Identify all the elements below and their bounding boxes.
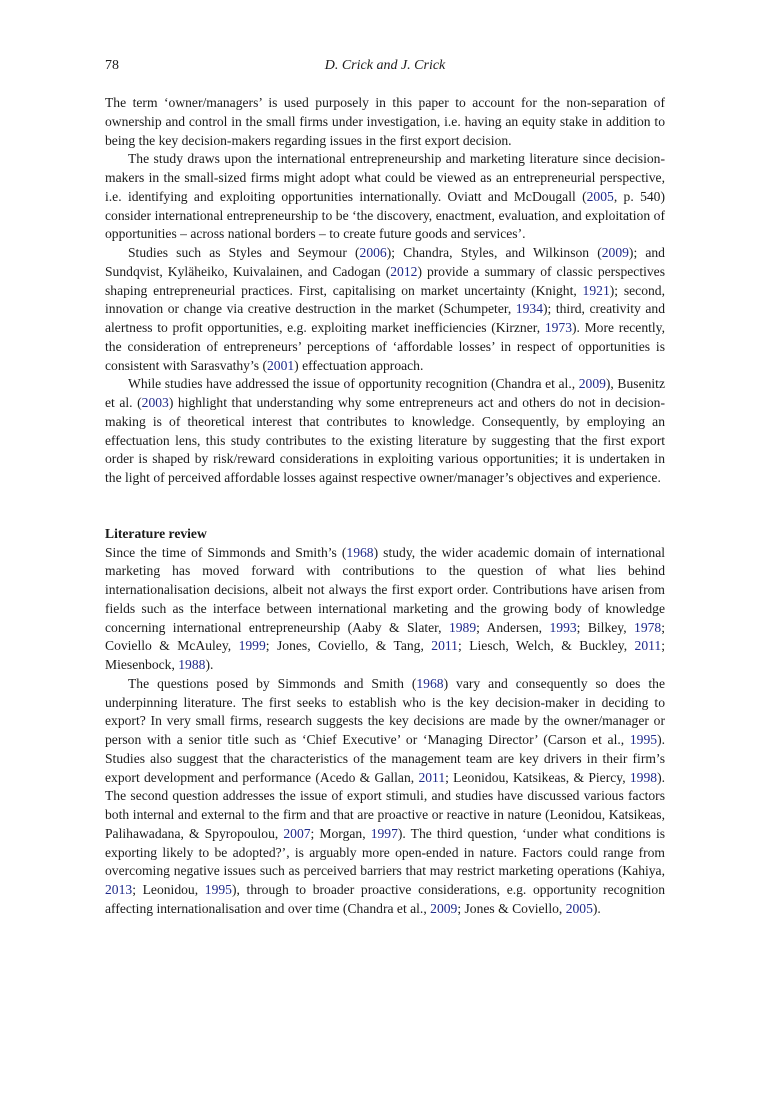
citation-link[interactable]: 2005 bbox=[586, 188, 614, 204]
citation-link[interactable]: 2009 bbox=[601, 245, 629, 260]
citation-link[interactable]: 1921 bbox=[582, 282, 610, 298]
section-heading-literature-review: Literature review bbox=[105, 525, 207, 541]
citation-link[interactable]: 1998 bbox=[629, 769, 658, 785]
citation-link[interactable]: 1934 bbox=[515, 301, 543, 317]
citation-link[interactable]: 2011 bbox=[634, 638, 662, 654]
citation-link[interactable]: 2003 bbox=[141, 395, 169, 410]
citation-link[interactable]: 1995 bbox=[204, 882, 232, 897]
running-head bbox=[105, 58, 665, 78]
literature-paragraph-2: The questions posed by Simmonds and Smith (1968) vary and consequently so does the underpinning literature. The first seeks to establish who is the key decision-maker in deciding to export? In very small firms, research suggests the key decisions are made by the owner/manager or person with a senior title such as ‘Chief Executive’ or ‘Managing Director’ (Carson et al., 1995). Studies also suggest that the characteristics of the management team are key drivers in their firm’s export development and performance (Acedo & Gallan, 2011; Leonidou, Katsikeas, & Piercy, 1998). The second question addresses the issue of export stimuli, and studies have discussed various factors both internal and external to the firm and that are proactive or reactive in nature (Leonidou, Katsikeas, Palihawadana, & Spyropoulou, 2007; Morgan, 1997). The third question, ‘under what conditions is exporting likely to be adopted?’, is arguably more open-ended in nature. Factors could range from overcoming negative issues such as perceived barriers that may restrict marketing operations (Kahiya, 2013; Leonidou, 1995), through to broader proactive considerations, e.g. opportunity recognition affecting internationalisation and over time (Chandra et al., 2009; Jones & Coviello, 2005). bbox=[105, 675, 666, 916]
citation-link[interactable]: 2005 bbox=[565, 900, 593, 916]
citation-link[interactable]: 1989 bbox=[448, 619, 477, 635]
citation-link[interactable]: 2009 bbox=[578, 376, 606, 392]
citation-link[interactable]: 1973 bbox=[544, 320, 572, 335]
citation-link[interactable]: 1968 bbox=[346, 544, 374, 560]
citation-link[interactable]: 1993 bbox=[549, 619, 577, 635]
intro-paragraph-4: While studies have addressed the issue of opportunity recognition (Chandra et al., 2009), Busenitz et al. (2003) highlight that understanding why some entrepreneurs act and others do not in decision-making is of theoretical interest that contributes to knowledge. Consequently, by employing an effectuation lens, this study contributes to the existing literature by suggesting that the first export order is shaped by risk/reward considerations in exploiting various opportunities; it is undertaken in the light of perceived affordable losses against respective owner/manager’s objectives and experience. bbox=[105, 376, 666, 485]
citation-link[interactable]: 2009 bbox=[430, 900, 458, 916]
citation-link[interactable]: 1968 bbox=[416, 675, 444, 691]
citation-link[interactable]: 2011 bbox=[431, 638, 458, 654]
citation-link[interactable]: 1997 bbox=[370, 825, 398, 841]
running-title: D. Crick and J. Crick bbox=[324, 58, 446, 73]
article-body bbox=[105, 94, 665, 919]
citation-link[interactable]: 1999 bbox=[238, 638, 266, 654]
intro-paragraph-3: Studies such as Styles and Seymour (2006); Chandra, Styles, and Wilkinson (2009); and Sundqvist, Kyläheiko, Kuivalainen, and Cadogan (2012) provide a summary of classic perspectives shaping entrepreneurial practices. First, capitalising on market uncertainty (Knight, 1921); second, innovation or change via creative destruction in the market (Schumpeter, 1934); third, creativity and alertness to profit opportunities, e.g. exploiting market inefficiencies (Kirzner, 1973). More recently, the consideration of entrepreneurs’ perceptions of ‘affordable losses’ in respect of opportunities is consistent with Sarasvathy’s (2001) effectuation approach. bbox=[105, 245, 665, 373]
citation-link[interactable]: 2006 bbox=[359, 245, 387, 260]
citation-link[interactable]: 2013 bbox=[105, 882, 133, 897]
citation-link[interactable]: 1978 bbox=[634, 619, 662, 635]
citation-link[interactable]: 2001 bbox=[266, 357, 295, 373]
section-spacer bbox=[105, 488, 665, 525]
citation-link[interactable]: 1995 bbox=[629, 732, 658, 747]
intro-paragraph-1: The term ‘owner/managers’ is used purposely in this paper to account for the non-separation of ownership and control in the small firms under investigation, i.e. having an equity stake in addition to being the key decision-makers regarding issues in the first export decision. bbox=[105, 95, 665, 148]
intro-paragraph-2: The study draws upon the international entrepreneurship and marketing literature since decision-makers in the small-sized firms might adopt what could be viewed as an entrepreneurial perspective, i.e. identifying and exploiting opportunities internationally. Oviatt and McDougall (2005, p. 540) consider international entrepreneurship to be ‘the discovery, enactment, evaluation, and exploitation of opportunities – across national borders – to create future goods and services’. bbox=[105, 151, 665, 242]
citation-link[interactable]: 1988 bbox=[178, 657, 206, 672]
citation-link[interactable]: 2011 bbox=[418, 769, 446, 785]
literature-paragraph-1: Since the time of Simmonds and Smith’s (1968) study, the wider academic domain of international marketing has moved forward with contributions to the question of what lies behind internationalisation decisions, albeit not always the first export order. Contributions have arisen from fields such as the interface between international marketing and the growing body of knowledge concerning international entrepreneurship (Aaby & Slater, 1989; Andersen, 1993; Bilkey, 1978; Coviello & McAuley, 1999; Jones, Coviello, & Tang, 2011; Liesch, Welch, & Buckley, 2011; Miesenbock, 1988). bbox=[105, 544, 665, 672]
citation-link[interactable]: 2012 bbox=[390, 263, 418, 279]
page-number: 78 bbox=[105, 58, 119, 73]
citation-link[interactable]: 2007 bbox=[283, 825, 311, 841]
